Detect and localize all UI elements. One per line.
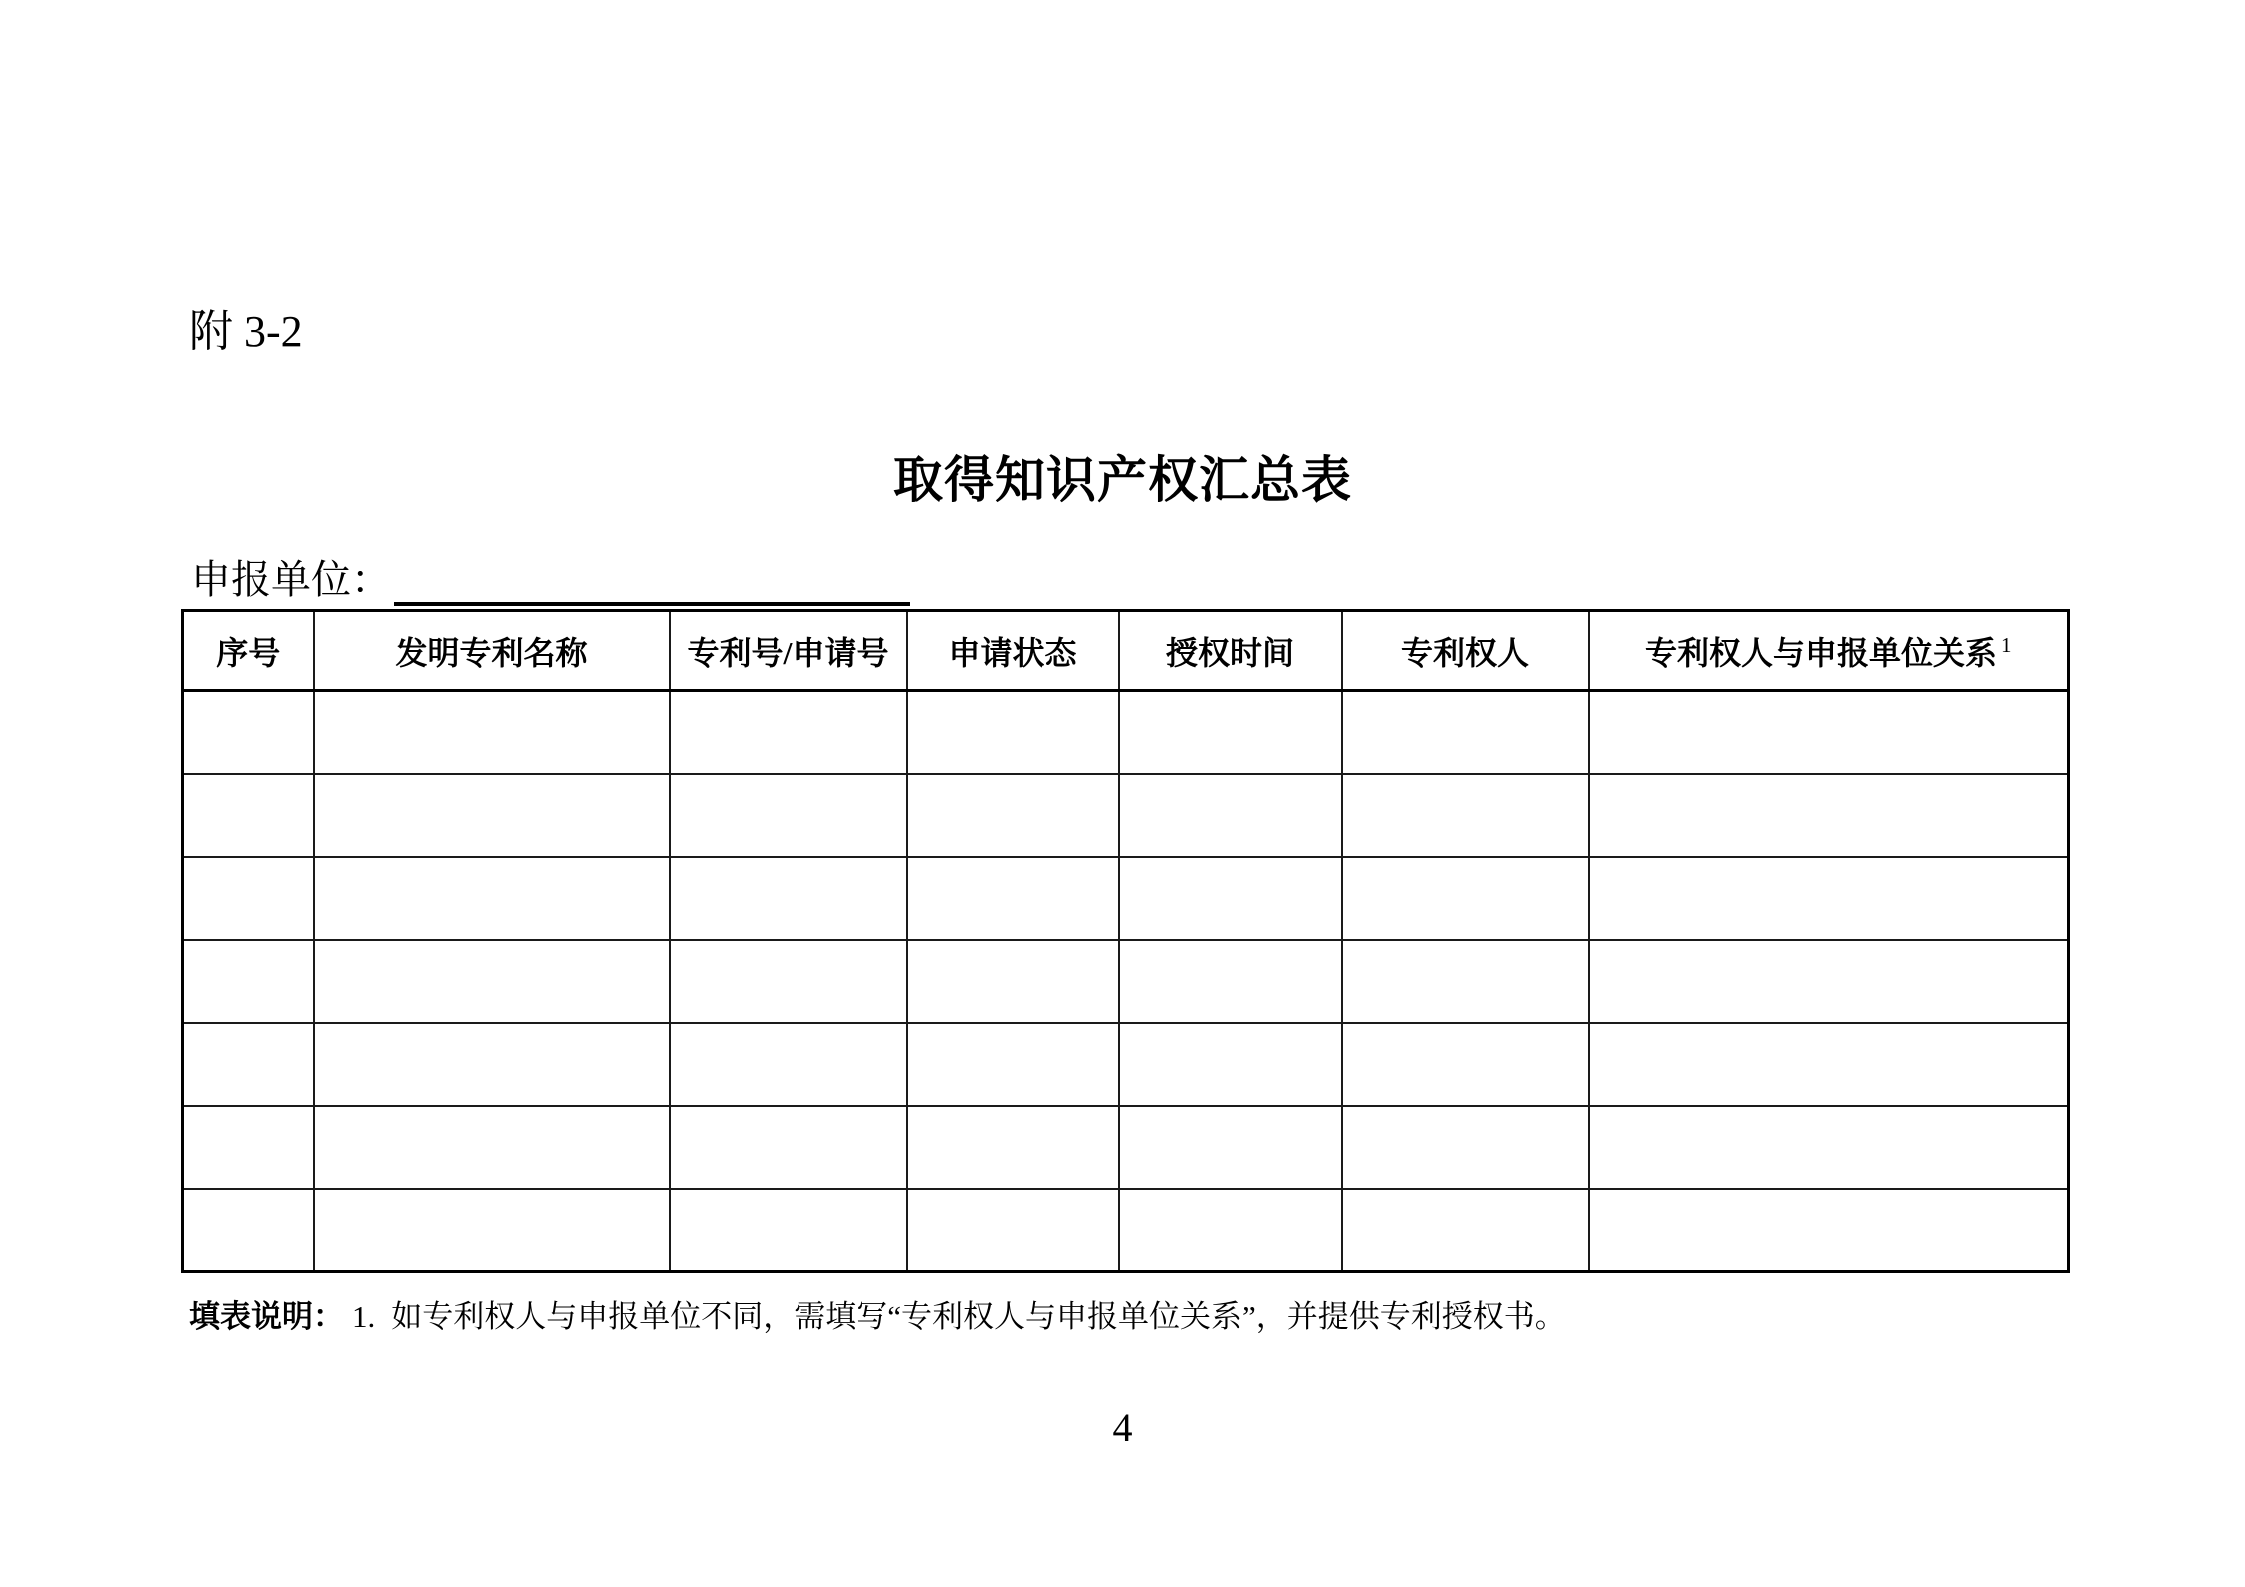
- table-cell: [1589, 774, 2069, 857]
- table-cell: [1119, 940, 1342, 1023]
- declaring-unit-label: 申报单位：: [191, 557, 391, 602]
- table-cell: [1119, 857, 1342, 940]
- table-row: [183, 774, 2069, 857]
- table-cell: [183, 691, 314, 774]
- table-cell: [907, 1023, 1119, 1106]
- col-header-patent-name: 发明专利名称: [314, 611, 670, 691]
- page-title: 取得知识产权汇总表: [893, 452, 1352, 508]
- col-header-index: 序号: [183, 611, 314, 691]
- table-cell: [314, 774, 670, 857]
- table-cell: [907, 1106, 1119, 1189]
- table-cell: [1589, 1189, 2069, 1272]
- table-cell: [1342, 1106, 1589, 1189]
- table-cell: [670, 1189, 907, 1272]
- table-cell: [1342, 1023, 1589, 1106]
- table-cell: [1119, 1189, 1342, 1272]
- col-header-relationship: [1589, 611, 2069, 691]
- footnote-ref-marker: 1: [2001, 632, 2012, 657]
- table-row: [183, 1189, 2069, 1272]
- table-cell: [670, 691, 907, 774]
- table-header-row: [183, 611, 2069, 691]
- table-cell: [183, 1023, 314, 1106]
- table-cell: [314, 691, 670, 774]
- table-cell: [1119, 774, 1342, 857]
- table-row: [183, 1023, 2069, 1106]
- table-cell: [907, 691, 1119, 774]
- table-cell: [907, 857, 1119, 940]
- table-cell: [1589, 1106, 2069, 1189]
- table-cell: [314, 1023, 670, 1106]
- table-body: [183, 691, 2069, 1272]
- table-cell: [1119, 1023, 1342, 1106]
- table-row: [183, 1106, 2069, 1189]
- table-cell: [907, 774, 1119, 857]
- table-cell: [1589, 940, 2069, 1023]
- col-header-application-status: 申请状态: [907, 611, 1119, 691]
- note-number: 1.: [352, 1299, 376, 1334]
- table-cell: [1342, 857, 1589, 940]
- col-header-grant-date: 授权时间: [1119, 611, 1342, 691]
- table-cell: [907, 940, 1119, 1023]
- table-cell: [907, 1189, 1119, 1272]
- ip-summary-table: [181, 609, 2070, 1273]
- table-cell: [1119, 1106, 1342, 1189]
- col-header-patent-number: 专利号/申请号: [670, 611, 907, 691]
- form-note: [189, 1296, 1566, 1338]
- col-header-patentee: 专利权人: [1342, 611, 1589, 691]
- table-row: [183, 857, 2069, 940]
- table-cell: [314, 1189, 670, 1272]
- page-number: 4: [1112, 1405, 1133, 1450]
- table-cell: [670, 940, 907, 1023]
- ip-summary-table-container: [181, 609, 2067, 1273]
- declaring-unit-blank-line: [394, 560, 910, 606]
- table-cell: [183, 774, 314, 857]
- table-cell: [1342, 774, 1589, 857]
- table-cell: [1589, 691, 2069, 774]
- note-text: 如专利权人与申报单位不同，需填写“专利权人与申报单位关系”，并提供专利授权书。: [391, 1299, 1566, 1334]
- table-cell: [1342, 940, 1589, 1023]
- note-label: 填表说明：: [189, 1299, 344, 1334]
- table-cell: [1342, 691, 1589, 774]
- table-cell: [1589, 857, 2069, 940]
- table-cell: [1342, 1189, 1589, 1272]
- table-cell: [670, 1023, 907, 1106]
- table-cell: [314, 857, 670, 940]
- table-cell: [183, 1106, 314, 1189]
- table-cell: [314, 940, 670, 1023]
- table-cell: [670, 857, 907, 940]
- table-cell: [183, 1189, 314, 1272]
- attachment-label: 附 3-2: [189, 307, 303, 356]
- table-cell: [183, 940, 314, 1023]
- table-cell: [670, 774, 907, 857]
- table-cell: [670, 1106, 907, 1189]
- table-cell: [1589, 1023, 2069, 1106]
- col-header-relationship-text: 专利权人与申报单位关系: [1644, 634, 1997, 671]
- table-cell: [183, 857, 314, 940]
- table-row: [183, 691, 2069, 774]
- table-cell: [314, 1106, 670, 1189]
- table-row: [183, 940, 2069, 1023]
- table-cell: [1119, 691, 1342, 774]
